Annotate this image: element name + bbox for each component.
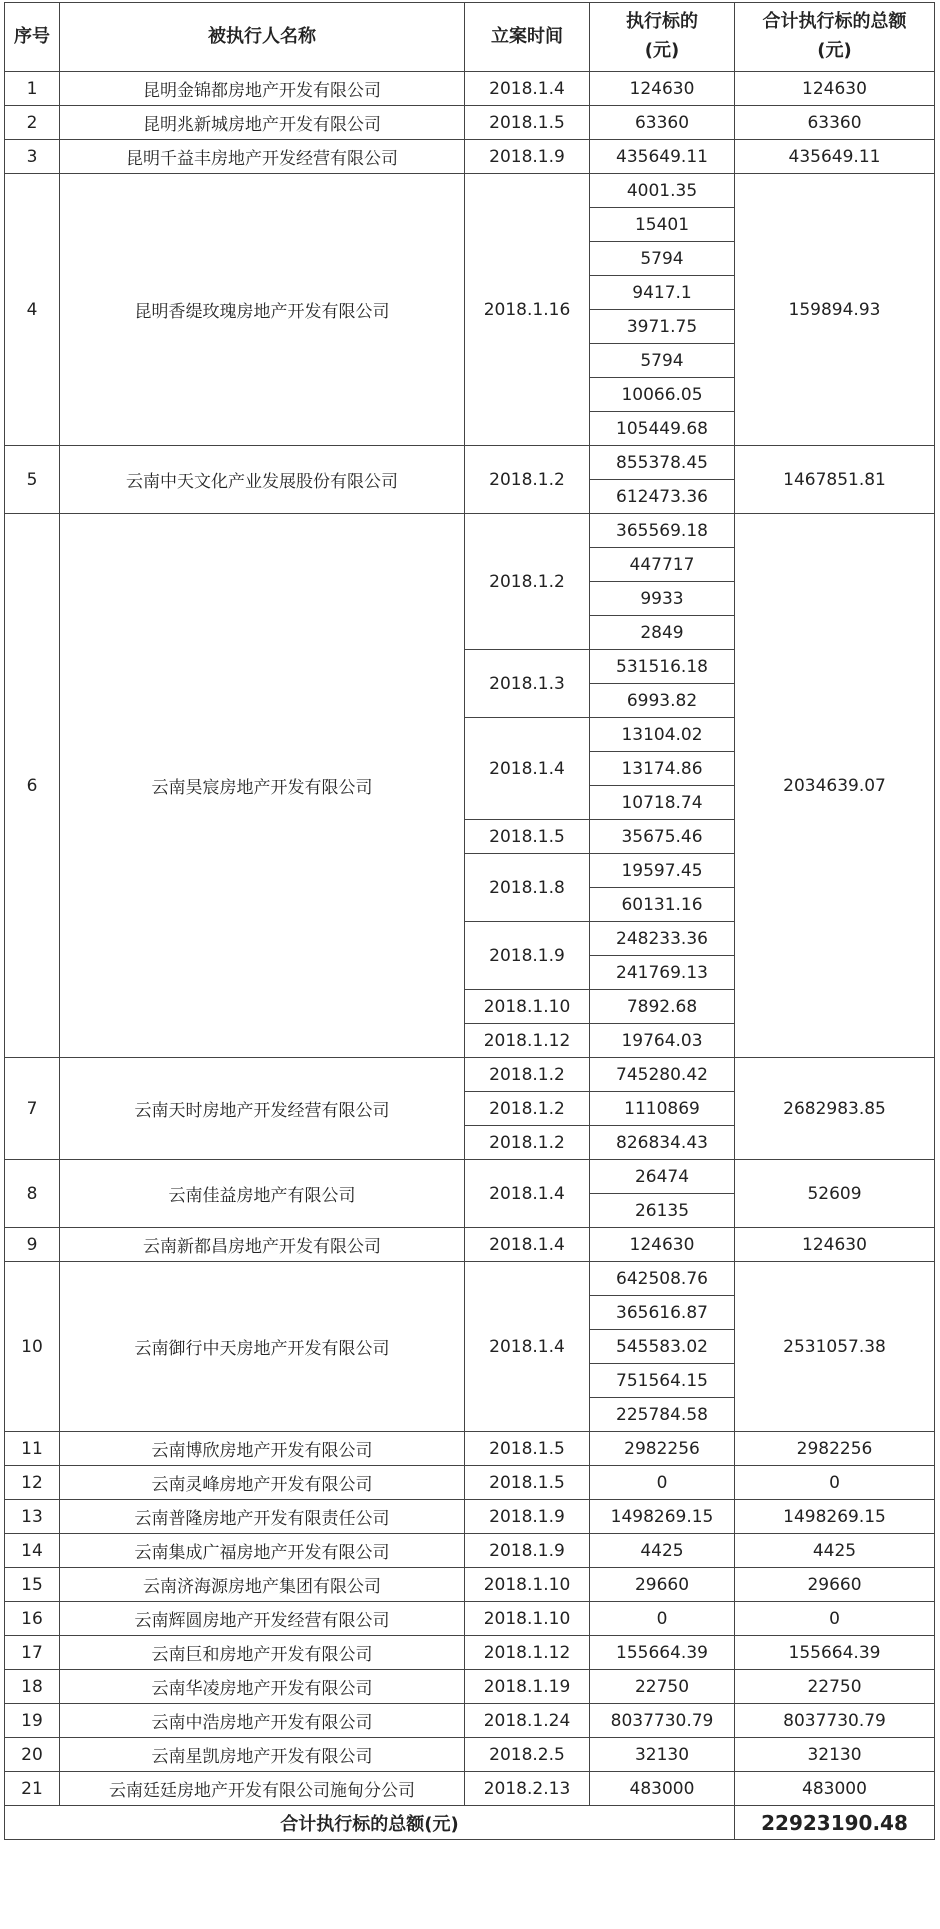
row-index: 2 — [5, 106, 60, 140]
filing-date: 2018.1.4 — [465, 72, 590, 106]
filing-date: 2018.1.5 — [465, 820, 590, 854]
row-index: 14 — [5, 1534, 60, 1568]
enforcement-amount: 155664.39 — [590, 1636, 735, 1670]
total-amount: 435649.11 — [735, 140, 935, 174]
enforcement-amount: 124630 — [590, 72, 735, 106]
row-index: 3 — [5, 140, 60, 174]
table-row — [5, 1228, 935, 1262]
enforcement-amount: 8037730.79 — [590, 1704, 735, 1738]
table-row — [5, 1636, 935, 1670]
total-amount: 52609 — [735, 1160, 935, 1228]
filing-date: 2018.1.12 — [465, 1024, 590, 1058]
enforcement-amount: 29660 — [590, 1568, 735, 1602]
filing-date: 2018.1.16 — [465, 174, 590, 446]
filing-date: 2018.1.9 — [465, 1500, 590, 1534]
filing-date: 2018.1.5 — [465, 1466, 590, 1500]
row-index: 17 — [5, 1636, 60, 1670]
enforcement-amount: 105449.68 — [590, 412, 735, 446]
enforcement-amount: 545583.02 — [590, 1330, 735, 1364]
total-amount: 0 — [735, 1466, 935, 1500]
respondent-name: 云南博欣房地产开发有限公司 — [60, 1432, 465, 1466]
respondent-name: 云南中天文化产业发展股份有限公司 — [60, 446, 465, 514]
header-date: 立案时间 — [465, 3, 590, 72]
enforcement-amount: 826834.43 — [590, 1126, 735, 1160]
row-index: 5 — [5, 446, 60, 514]
filing-date: 2018.1.4 — [465, 1228, 590, 1262]
respondent-name: 云南华凌房地产开发有限公司 — [60, 1670, 465, 1704]
enforcement-amount: 855378.45 — [590, 446, 735, 480]
table-row — [5, 1058, 935, 1092]
table-row — [5, 1500, 935, 1534]
total-amount: 8037730.79 — [735, 1704, 935, 1738]
respondent-name: 云南天时房地产开发经营有限公司 — [60, 1058, 465, 1160]
enforcement-amount: 19764.03 — [590, 1024, 735, 1058]
header-row — [5, 3, 935, 72]
table-row — [5, 1568, 935, 1602]
table-row — [5, 140, 935, 174]
enforcement-amount: 751564.15 — [590, 1364, 735, 1398]
table-row — [5, 1704, 935, 1738]
filing-date: 2018.1.5 — [465, 1432, 590, 1466]
respondent-name: 云南辉圆房地产开发经营有限公司 — [60, 1602, 465, 1636]
row-index: 1 — [5, 72, 60, 106]
enforcement-amount: 483000 — [590, 1772, 735, 1806]
respondent-name: 云南中浩房地产开发有限公司 — [60, 1704, 465, 1738]
total-amount: 159894.93 — [735, 174, 935, 446]
row-index: 6 — [5, 514, 60, 1058]
enforcement-amount: 1110869 — [590, 1092, 735, 1126]
enforcement-amount: 225784.58 — [590, 1398, 735, 1432]
table-row — [5, 106, 935, 140]
table-row — [5, 1262, 935, 1296]
header-total-line1: 合计执行标的总额 — [762, 11, 907, 33]
enforcement-amount: 365569.18 — [590, 514, 735, 548]
row-index: 16 — [5, 1602, 60, 1636]
respondent-name: 昆明香缇玫瑰房地产开发有限公司 — [60, 174, 465, 446]
row-index: 4 — [5, 174, 60, 446]
filing-date: 2018.1.2 — [465, 1058, 590, 1092]
enforcement-amount: 26474 — [590, 1160, 735, 1194]
respondent-name: 云南普隆房地产开发有限责任公司 — [60, 1500, 465, 1534]
header-amount — [590, 3, 735, 72]
filing-date: 2018.1.4 — [465, 1262, 590, 1432]
enforcement-amount: 5794 — [590, 344, 735, 378]
filing-date: 2018.1.4 — [465, 1160, 590, 1228]
enforcement-amount: 0 — [590, 1602, 735, 1636]
header-amount-line2: (元) — [644, 40, 680, 61]
enforcement-amount: 531516.18 — [590, 650, 735, 684]
filing-date: 2018.1.4 — [465, 718, 590, 820]
respondent-name: 昆明金锦都房地产开发有限公司 — [60, 72, 465, 106]
respondent-name: 昆明兆新城房地产开发有限公司 — [60, 106, 465, 140]
enforcement-amount: 22750 — [590, 1670, 735, 1704]
total-amount: 63360 — [735, 106, 935, 140]
enforcement-amount: 642508.76 — [590, 1262, 735, 1296]
enforcement-amount: 5794 — [590, 242, 735, 276]
filing-date: 2018.1.24 — [465, 1704, 590, 1738]
row-index: 15 — [5, 1568, 60, 1602]
enforcement-amount: 10066.05 — [590, 378, 735, 412]
table-row — [5, 1466, 935, 1500]
respondent-name: 昆明千益丰房地产开发经营有限公司 — [60, 140, 465, 174]
filing-date: 2018.1.2 — [465, 1092, 590, 1126]
enforcement-amount: 2849 — [590, 616, 735, 650]
enforcement-amount: 3971.75 — [590, 310, 735, 344]
table-row — [5, 514, 935, 548]
enforcement-amount: 6993.82 — [590, 684, 735, 718]
respondent-name: 云南佳益房地产有限公司 — [60, 1160, 465, 1228]
row-index: 20 — [5, 1738, 60, 1772]
respondent-name: 云南星凯房地产开发有限公司 — [60, 1738, 465, 1772]
row-index: 18 — [5, 1670, 60, 1704]
enforcement-table — [4, 2, 935, 1840]
summary-value: 22923190.48 — [735, 1806, 935, 1840]
enforcement-amount: 7892.68 — [590, 990, 735, 1024]
row-index: 12 — [5, 1466, 60, 1500]
filing-date: 2018.1.2 — [465, 1126, 590, 1160]
enforcement-amount: 9933 — [590, 582, 735, 616]
header-amount-line1: 执行标的 — [626, 11, 698, 33]
filing-date: 2018.2.13 — [465, 1772, 590, 1806]
total-amount: 32130 — [735, 1738, 935, 1772]
enforcement-amount: 435649.11 — [590, 140, 735, 174]
filing-date: 2018.1.12 — [465, 1636, 590, 1670]
header-index: 序号 — [5, 3, 60, 72]
total-amount: 124630 — [735, 1228, 935, 1262]
filing-date: 2018.1.10 — [465, 990, 590, 1024]
respondent-name: 云南新都昌房地产开发有限公司 — [60, 1228, 465, 1262]
filing-date: 2018.1.9 — [465, 922, 590, 990]
total-amount: 155664.39 — [735, 1636, 935, 1670]
table-row — [5, 1432, 935, 1466]
total-amount: 2531057.38 — [735, 1262, 935, 1432]
total-amount: 1467851.81 — [735, 446, 935, 514]
enforcement-amount: 1498269.15 — [590, 1500, 735, 1534]
enforcement-amount: 13174.86 — [590, 752, 735, 786]
enforcement-amount: 612473.36 — [590, 480, 735, 514]
header-total-line2: (元) — [817, 40, 852, 61]
filing-date: 2018.2.5 — [465, 1738, 590, 1772]
enforcement-amount: 4001.35 — [590, 174, 735, 208]
total-amount: 22750 — [735, 1670, 935, 1704]
table-row — [5, 1534, 935, 1568]
respondent-name: 云南御行中天房地产开发有限公司 — [60, 1262, 465, 1432]
total-amount: 2982256 — [735, 1432, 935, 1466]
enforcement-amount: 0 — [590, 1466, 735, 1500]
respondent-name: 云南济海源房地产集团有限公司 — [60, 1568, 465, 1602]
total-amount: 0 — [735, 1602, 935, 1636]
table-row — [5, 174, 935, 208]
enforcement-amount: 124630 — [590, 1228, 735, 1262]
table-row — [5, 1670, 935, 1704]
enforcement-amount: 4425 — [590, 1534, 735, 1568]
table-row — [5, 446, 935, 480]
table-row — [5, 1160, 935, 1194]
row-index: 8 — [5, 1160, 60, 1228]
table-body — [5, 72, 935, 1806]
total-amount: 124630 — [735, 72, 935, 106]
filing-date: 2018.1.5 — [465, 106, 590, 140]
row-index: 10 — [5, 1262, 60, 1432]
enforcement-amount: 35675.46 — [590, 820, 735, 854]
total-amount: 29660 — [735, 1568, 935, 1602]
table-row — [5, 1602, 935, 1636]
row-index: 7 — [5, 1058, 60, 1160]
enforcement-amount: 63360 — [590, 106, 735, 140]
filing-date: 2018.1.10 — [465, 1568, 590, 1602]
enforcement-amount: 447717 — [590, 548, 735, 582]
filing-date: 2018.1.9 — [465, 1534, 590, 1568]
table-row — [5, 1738, 935, 1772]
enforcement-amount: 365616.87 — [590, 1296, 735, 1330]
summary-row — [5, 1806, 935, 1840]
respondent-name: 云南集成广福房地产开发有限公司 — [60, 1534, 465, 1568]
filing-date: 2018.1.2 — [465, 446, 590, 514]
enforcement-amount: 32130 — [590, 1738, 735, 1772]
table-row — [5, 72, 935, 106]
filing-date: 2018.1.10 — [465, 1602, 590, 1636]
enforcement-amount: 9417.1 — [590, 276, 735, 310]
enforcement-amount: 248233.36 — [590, 922, 735, 956]
enforcement-amount: 2982256 — [590, 1432, 735, 1466]
enforcement-amount: 26135 — [590, 1194, 735, 1228]
enforcement-amount: 10718.74 — [590, 786, 735, 820]
total-amount: 1498269.15 — [735, 1500, 935, 1534]
respondent-name: 云南廷廷房地产开发有限公司施甸分公司 — [60, 1772, 465, 1806]
total-amount: 2034639.07 — [735, 514, 935, 1058]
header-total — [735, 3, 935, 72]
filing-date: 2018.1.8 — [465, 854, 590, 922]
enforcement-amount: 13104.02 — [590, 718, 735, 752]
header-name: 被执行人名称 — [60, 3, 465, 72]
enforcement-amount: 19597.45 — [590, 854, 735, 888]
respondent-name: 云南昊宸房地产开发有限公司 — [60, 514, 465, 1058]
total-amount: 4425 — [735, 1534, 935, 1568]
row-index: 13 — [5, 1500, 60, 1534]
enforcement-amount: 60131.16 — [590, 888, 735, 922]
total-amount: 483000 — [735, 1772, 935, 1806]
summary-label: 合计执行标的总额(元) — [5, 1806, 735, 1840]
row-index: 9 — [5, 1228, 60, 1262]
row-index: 11 — [5, 1432, 60, 1466]
filing-date: 2018.1.2 — [465, 514, 590, 650]
filing-date: 2018.1.9 — [465, 140, 590, 174]
respondent-name: 云南灵峰房地产开发有限公司 — [60, 1466, 465, 1500]
row-index: 19 — [5, 1704, 60, 1738]
total-amount: 2682983.85 — [735, 1058, 935, 1160]
enforcement-amount: 241769.13 — [590, 956, 735, 990]
enforcement-amount: 745280.42 — [590, 1058, 735, 1092]
table-row — [5, 1772, 935, 1806]
row-index: 21 — [5, 1772, 60, 1806]
filing-date: 2018.1.3 — [465, 650, 590, 718]
filing-date: 2018.1.19 — [465, 1670, 590, 1704]
respondent-name: 云南巨和房地产开发有限公司 — [60, 1636, 465, 1670]
enforcement-amount: 15401 — [590, 208, 735, 242]
